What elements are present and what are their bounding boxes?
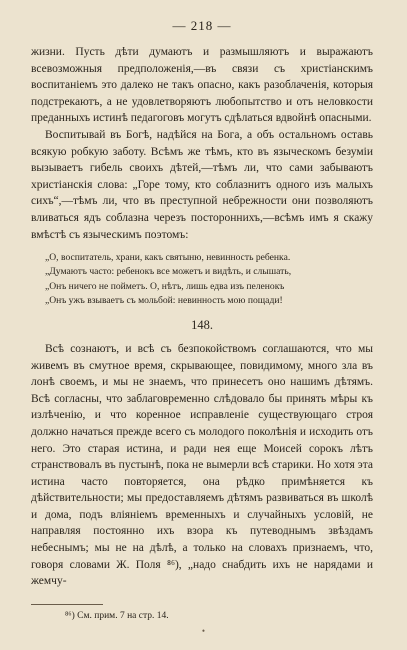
poem-line-1: „О, воспитатель, храни, какъ святыню, невинность ребенка. (45, 252, 291, 264)
poem-line-3: „Онъ ничего не пойметъ. О, нѣтъ, лишь едва изъ пеленокъ (45, 280, 285, 292)
poem-line-2: „Думаютъ часто: ребенокъ все можетъ и видѣть, и слышать, (45, 266, 292, 278)
paragraph-3: Всѣ сознаютъ, и всѣ съ безпокойствомъ соглашаются, что мы живемъ въ смутное время, скрывающее, повидимому, много зла въ лонѣ своемъ, и мы не знаемъ, что принесетъ оно нашимъ дѣтямъ. Всѣ согласны, что заблаговременно слѣдовало бы принять мѣры къ излѣченію, и что коренное исправленіе существующаго строя должно начаться прежде всего съ молодого поколѣнія и исходить отъ него. Это старая истина, и ради нея еще Моисей сорокъ лѣтъ странствовалъ въ пустынѣ, пока не вымерли всѣ старики. Но хотя эта истина часто повторяется, она рѣдко примѣняется къ дѣйствительности; мы предоставляемъ дѣтямъ развиваться въ школѣ и дома, подъ вліяніемъ временныхъ и случайныхъ условій, не направляя постоянно ихъ взора къ путеводнымъ звѣздамъ небеснымъ; мы не на дѣлѣ, а только на словахъ признаемъ, что, говоря словами Ж. Поля ⁸⁶), „надо снабдить ихъ не нарядами и жемчу- (31, 342, 373, 588)
page-bottom-mark: • (201, 626, 206, 636)
section-number: 148. (191, 317, 213, 332)
poem-line-4: „Онъ ужъ взываетъ съ мольбой: невинность мою пощади! (45, 294, 283, 306)
page-number-header: — 218 — (172, 18, 232, 33)
poem-quote (45, 251, 373, 308)
footnote: ⁸⁶) См. прим. 7 на стр. 14. (65, 610, 169, 621)
paragraph-2: Воспитывай въ Богѣ, надѣйся на Бога, а объ остальномъ оставь всякую робкую заботу. Всѣмъ же тѣмъ, кто въ языческомъ безуміи вызываетъ гибель своихъ дѣтей,—тѣмъ ли, что сами забываютъ христіанскія слова: „Горе тому, кто соблазнитъ одного изъ малыхъ сихъ“,—тѣмъ ли, что въ преступной небрежности они позволяютъ вливаться ядъ соблазна черезъ постороннихъ,—всѣмъ имъ я скажу вмѣстѣ съ языческимъ поэтомъ: (31, 128, 373, 241)
footnote-divider (31, 604, 103, 605)
paragraph-1: жизни. Пусть дѣти думаютъ и размышляютъ и выражаютъ всевозможныя предположенія,—въ связи съ христіанскимъ воспитаніемъ это далеко не такъ опасно, какъ разоблаченія, которыя подстрекаютъ, а не удовлетворяютъ любопытство и отъ неловкости преданныхъ истинѣ педагоговъ могутъ сдѣлаться вдвойнѣ опасными. (31, 46, 373, 125)
